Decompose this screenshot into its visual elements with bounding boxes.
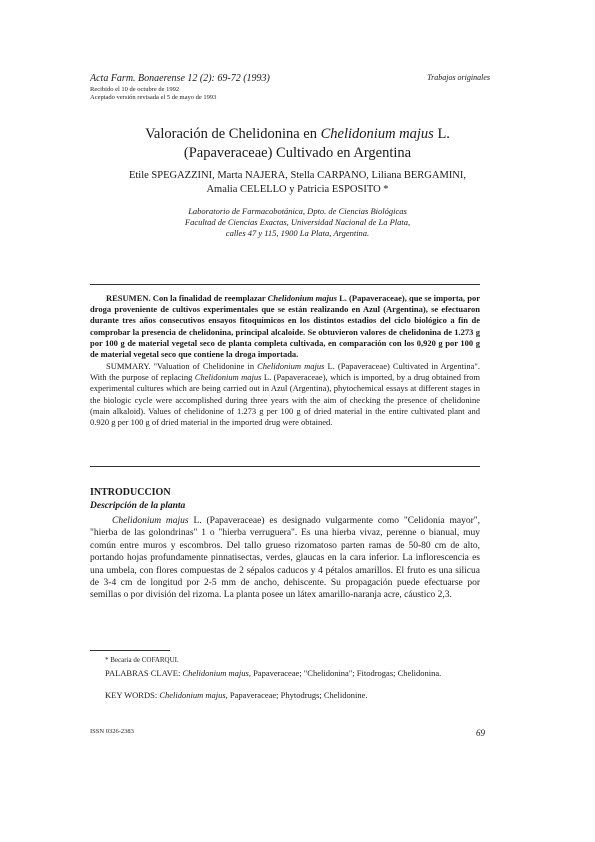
affiliation — [60, 206, 535, 239]
subsection-title: Descripción de la planta — [90, 501, 186, 511]
summary-species-2: Chelidonium majus — [194, 372, 262, 383]
keywords-english-label: KEY WORDS: — [105, 690, 160, 700]
resumen-species: Chelidonium majus — [267, 293, 337, 303]
resumen-label: RESUMEN. — [106, 293, 151, 303]
body-text: L. (Papaveraceae) es designado vulgarmente como "Celidonia mayor", "hierba de las golondrinas" 1 o "hierba verruguera". Es una hierba vivaz, perenne o bianual, muy común entre muros y escombros. Del tallo grueso rizomatoso parten ramas de 50-80 cm de alto, portando hojas profundamente pinnatisectas, verdes, glaucas en la cara inferior. La inflorescencia es una umbela, con flores compuestas de 2 sépalos caducos y 4 pétalos amarillos. El fruto es una silicua de 3-4 cm de longitud por 2-5 mm de ancho, dehiscente. Su propagación puede efectuarse por semillas o por división del rizoma. La planta posee un látex amarillo-naranja acre, cáustico 2,3. — [90, 516, 481, 601]
keywords-english — [105, 690, 480, 701]
footnote-rule — [90, 650, 170, 651]
resumen-text-2: L. (Papaveraceae), que se importa, por droga proveniente de cultivos experimentales que se están realizando en Azul (Argentina), se efectuaron durante tres años consecutivos ensayos fitoquímicos en los distintos estadios del ciclo biológico a fin de comprobar la presencia de chelidonina, principal alcaloide. Se obtuvieron valores de chelidonina de 1.273 g por 100 g de material vegetal seco de planta completa cultivada, en comparación con los 0,920 g por 100 g de material vegetal seco que contiene la droga importada. — [90, 293, 480, 360]
section-title: INTRODUCCION — [90, 487, 171, 498]
summary-abstract — [90, 361, 480, 428]
journal-citation: Acta Farm. Bonaerense 12 (2): 69-72 (1993) — [90, 73, 270, 84]
author-list — [60, 169, 535, 197]
summary-text-2: L. (Papaveraceae) Cultivated in Argentina". With the purpose of replacing — [90, 361, 480, 383]
summary-text-1: "Valuation of Chelidonine in — [150, 361, 258, 371]
paper-title — [60, 125, 535, 163]
accepted-date: Aceptado versión revisada el 5 de mayo de 1993 — [90, 94, 217, 101]
summary-species-1: Chelidonium majus — [257, 361, 325, 371]
issn: ISSN 0326-2383 — [90, 728, 134, 735]
keywords-spanish-species: Chelidonium majus — [182, 668, 249, 678]
abstract-top-rule — [90, 284, 480, 285]
title-line2: (Papaveraceae) Cultivado en Argentina — [183, 145, 412, 161]
body-species: Chelidonium majus — [112, 516, 189, 526]
keywords-english-rest: , Papaveraceae; Phytodrugs; Chelidonine. — [225, 690, 368, 700]
summary-label: SUMMARY. — [106, 361, 151, 371]
footnote-becaria: * Becaria de COFARQUI. — [105, 656, 179, 664]
keywords-spanish — [105, 668, 480, 679]
title-suffix: L. — [433, 126, 450, 142]
authors-line1: Etile SPEGAZZINI, Marta NAJERA, Stella CARPANO, Liliana BERGAMINI, — [128, 170, 467, 181]
abstract-bottom-rule — [90, 466, 480, 467]
received-date: Recibido el 10 de octubre de 1992 — [90, 86, 180, 93]
article-type: Trabajos originales — [427, 73, 490, 82]
affiliation-line2: Facultad de Ciencias Exactas, Universidad Nacional de La Plata, — [184, 217, 411, 227]
resumen-abstract — [90, 293, 480, 360]
title-species: Chelidonium majus — [320, 126, 434, 142]
resumen-text-1: Con la finalidad de reemplazar — [150, 293, 268, 303]
affiliation-line3: calles 47 y 115, 1900 La Plata, Argentina. — [225, 228, 370, 238]
keywords-spanish-rest: , Papaveraceae; "Chelidonina"; Fitodrogas; Chelidonina. — [248, 668, 442, 678]
authors-line2: Amalia CELELLO y Patricia ESPOSITO * — [206, 184, 389, 195]
summary-text-3: L. (Papaveraceae), which is imported, by a drug obtained from experimental cultures which are being carried out in Azul (Argentina), phytochemical essays at different stages in the biologic cycle were accomplished during three years with the aim of checking the presence of chelidonine (main alkaloid). Values of chelidonine of 1.273 g per 100 g of dried material in the entire cultivated plant and 0.920 g per 100 g of dried material in the imported drug were obtained. — [90, 372, 480, 428]
keywords-spanish-label: PALABRAS CLAVE: — [105, 668, 183, 678]
keywords-english-species: Chelidonium majus — [159, 690, 226, 700]
title-prefix: Valoración de Chelidonina en — [145, 126, 321, 142]
page-number: 69 — [476, 728, 485, 738]
body-paragraph — [90, 515, 480, 602]
affiliation-line1: Laboratorio de Farmacobotánica, Dpto. de Ciencias Biológicas — [188, 206, 407, 216]
